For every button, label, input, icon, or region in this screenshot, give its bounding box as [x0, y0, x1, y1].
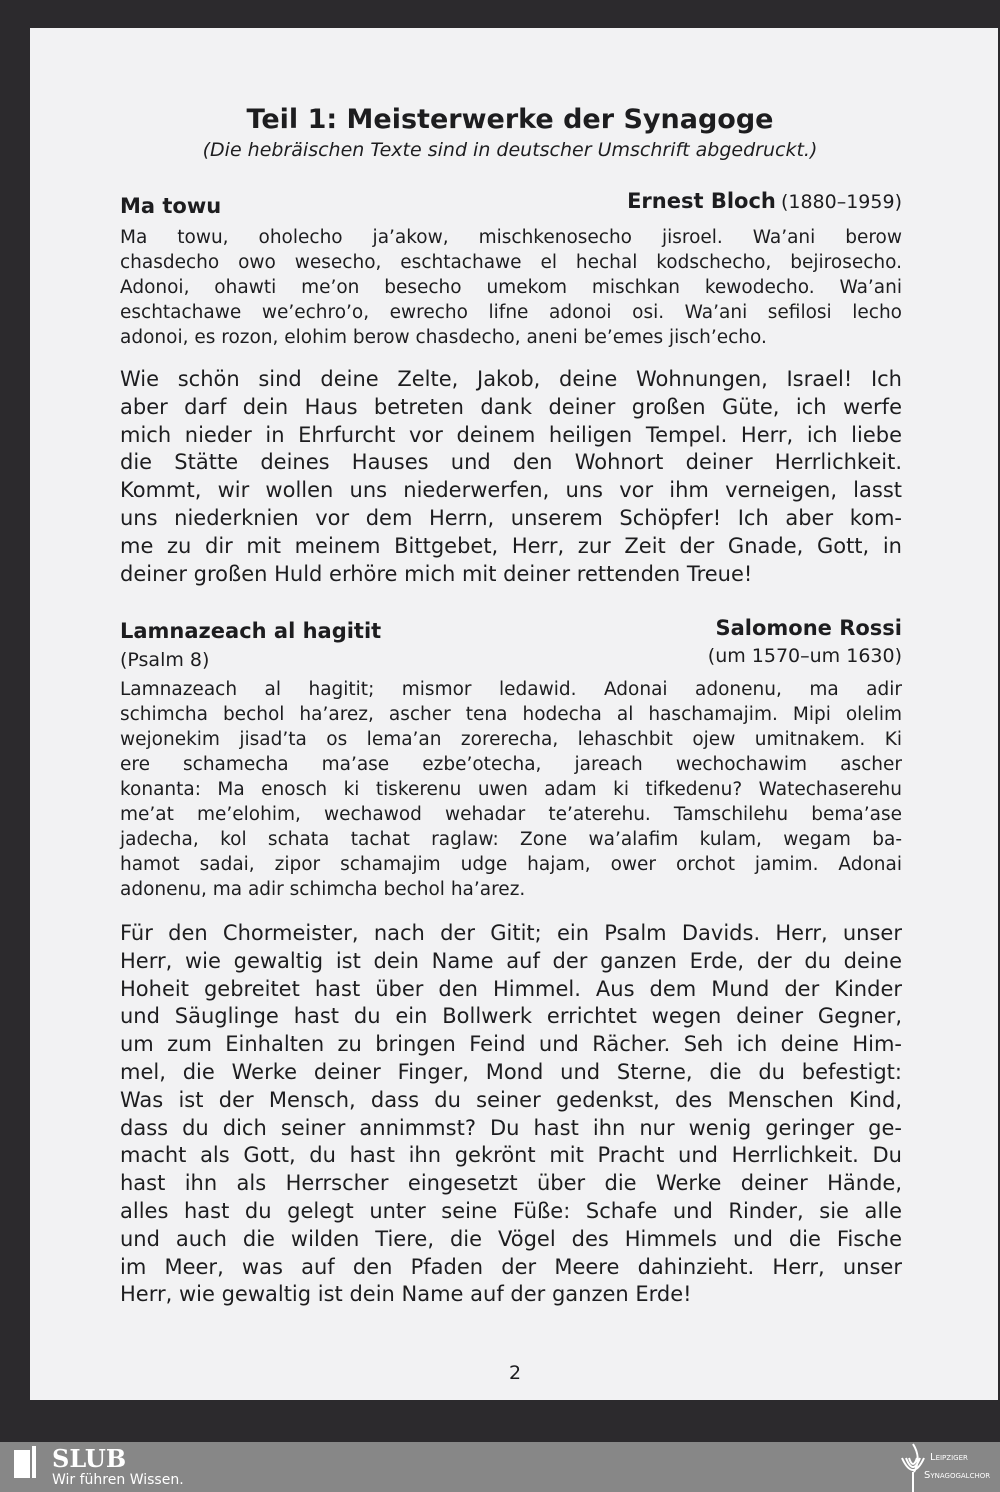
text-line: chasdecho owo wesecho, eschtachawe el hechal kodschecho, bejirosecho. [120, 252, 902, 273]
text-line: um zum Einhalten zu bringen Feind und Rächer. Seh ich deine Him- [120, 1032, 902, 1057]
piece-title: Ma towu [120, 194, 222, 218]
text-line: jadecha, kol schata tachat raglaw: Zone wa’alafim kulam, wegam ba- [120, 829, 902, 850]
text-line: macht als Gott, du hast ihn gekrönt mit Pracht und Herrlichkeit. Du [120, 1143, 902, 1168]
slub-tagline: Wir führen Wissen. [52, 1472, 184, 1488]
text-line: die Stätte deines Hauses und den Wohnort deiner Herrlichkeit. [120, 450, 902, 475]
footer-bar [0, 1442, 1000, 1492]
slub-logo-text[interactable]: SLUB [52, 1444, 127, 1473]
text-line: ere schamecha ma’ase ezbe’otecha, jareach wechochawim ascher [120, 754, 902, 775]
composer-dates: (um 1570–um 1630) [707, 645, 902, 667]
text-line: Adonoi, ohawti me’on besecho umekom mischkan kewodecho. Wa’ani [120, 277, 902, 298]
text-line: Für den Chormeister, nach der Gitit; ein Psalm Davids. Herr, unser [120, 921, 902, 945]
text-line: Ma towu, oholecho ja’akow, mischkenosecho jisroel. Wa’ani berow [120, 227, 902, 248]
text-line: aber darf dein Haus betreten dank deiner großen Güte, ich werfe [120, 394, 902, 419]
text-line: schimcha bechol ha’arez, ascher tena hodecha al haschamajim. Mipi olelim [120, 704, 902, 725]
menorah-flame-icon [898, 1442, 928, 1492]
text-line: Herr, wie gewaltig ist dein Name auf der ganzen Erde, der du deine [120, 948, 902, 973]
page-title: Teil 1: Meisterwerke der Synagoge [246, 104, 774, 135]
text-line: im Meer, was auf den Pfaden der Meere dahinzieht. Herr, unser [120, 1254, 902, 1279]
page-number: 2 [508, 1362, 522, 1384]
text-line: mich nieder in Ehrfurcht vor deinem heiligen Tempel. Herr, ich liebe [120, 422, 902, 447]
composer-name: Salomone Rossi [715, 616, 902, 640]
text-line: mel, die Werke deiner Finger, Mond und Sterne, die du befestigt: [120, 1059, 902, 1084]
composer-name: Ernest Bloch [627, 189, 776, 213]
text-line: Lamnazeach al hagitit; mismor ledawid. Adonai adonenu, ma adir [120, 679, 902, 700]
text-line: Wie schön sind deine Zelte, Jakob, deine Wohnungen, Israel! Ich [120, 367, 902, 391]
text-line: Kommt, wir wollen uns niederwerfen, uns vor ihm verneigen, lasst [120, 478, 902, 503]
text-line: hast ihn als Herrscher eingesetzt über die Werke deiner Hände, [120, 1171, 902, 1196]
text-line: alles hast du gelegt unter seine Füße: Schafe und Rinder, sie alle [120, 1198, 902, 1223]
partner-name-line2: Synagogalchor [924, 1470, 991, 1481]
composer-dates: (1880–1959) [780, 191, 902, 213]
text-line: adonoi, es rozon, elohim berow chasdecho, aneni be’emes jisch’echo. [120, 327, 767, 348]
composer-line [627, 189, 902, 213]
text-line: deiner großen Huld erhöre mich mit deiner rettenden Treue! [120, 561, 753, 586]
text-line: uns niederknien vor dem Herrn, unserem Schöpfer! Ich aber kom- [120, 505, 902, 530]
transliteration-block [120, 225, 902, 350]
text-line: und auch die wilden Tiere, die Vögel des Himmels und die Fische [120, 1226, 902, 1251]
text-line: me’at me’elohim, wechawod wehadar te’aterehu. Tamschilehu bema’ase [120, 804, 902, 825]
partner-name-line1: Leipziger [930, 1452, 968, 1463]
text-line: wejonekim jisad’ta os lema’an zorerecha, lehaschbit ojew umitnakem. Ki [120, 729, 902, 750]
text-line: Was ist der Mensch, dass du seiner gedenkst, des Menschen Kind, [120, 1087, 902, 1112]
text-line: eschtachawe we’echro’o, ewrecho lifne adonoi osi. Wa’ani sefilosi lecho [120, 302, 902, 323]
text-line: Herr, wie gewaltig ist dein Name auf der ganzen Erde! [120, 1282, 692, 1307]
text-line: adonenu, ma adir schimcha bechol ha’arez. [120, 879, 526, 900]
text-line: Hoheit gebreitet hast über den Himmel. Aus dem Mund der Kinder [120, 976, 902, 1001]
translation-block [120, 366, 902, 588]
slub-book-icon [12, 1446, 40, 1480]
text-line: me zu dir mit meinem Bittgebet, Herr, zur Zeit der Gnade, Gott, in [120, 533, 902, 558]
translation-block [120, 920, 902, 1309]
text-line: und Säuglinge hast du ein Bollwerk errichtet wegen deiner Gegner, [120, 1004, 902, 1029]
text-line: konanta: Ma enosch ki tiskerenu uwen adam ki tifkedenu? Watechaserehu [120, 779, 902, 800]
piece-title: Lamnazeach al hagitit [120, 619, 382, 643]
page-subtitle: (Die hebräischen Texte sind in deutscher Umschrift abgedruckt.) [202, 139, 818, 161]
text-line: dass du dich seiner annimmst? Du hast ihn nur wenig geringer ge- [120, 1115, 902, 1140]
text-line: hamot sadai, zipor schamajim udge hajam, ower orchot jamim. Adonai [120, 854, 902, 875]
transliteration-block [120, 677, 902, 902]
piece-subtitle: (Psalm 8) [120, 649, 210, 671]
